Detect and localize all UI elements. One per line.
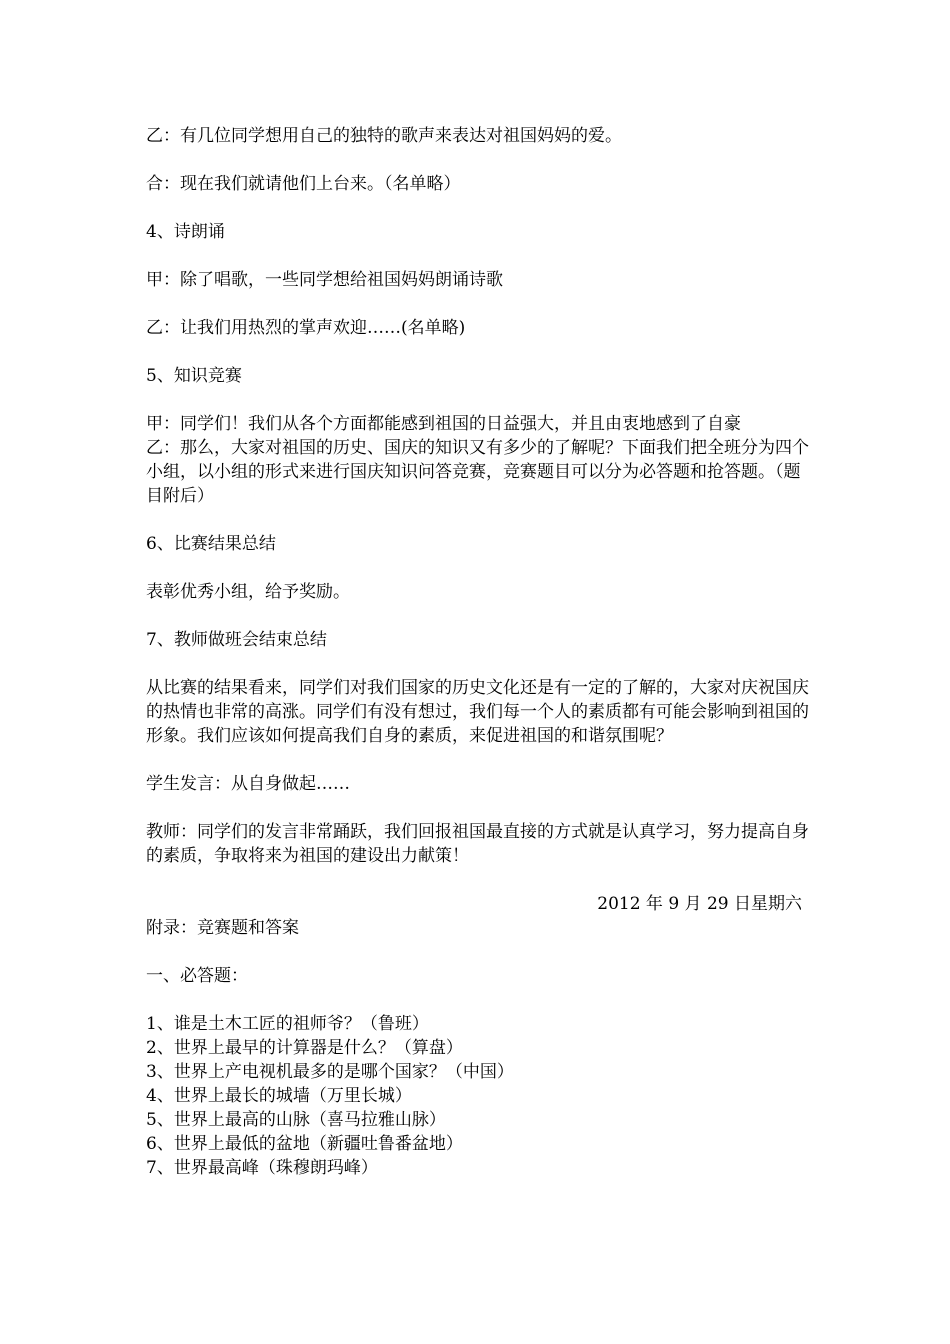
list-item: 5、世界上最高的山脉（喜马拉雅山脉） — [146, 1110, 446, 1130]
paragraph-jia-poetry: 甲：除了唱歌，一些同学想给祖国妈妈朗诵诗歌 — [146, 270, 503, 290]
paragraph-student-speech: 学生发言：从自身做起…… — [146, 774, 350, 794]
heading-poetry-recital: 4、诗朗诵 — [146, 222, 225, 242]
paragraph-he-invite: 合：现在我们就请他们上台来。（名单略） — [146, 174, 461, 194]
list-item: 1、谁是土木工匠的祖师爷？（鲁班） — [146, 1014, 429, 1034]
paragraph-awards: 表彰优秀小组，给予奖励。 — [146, 582, 350, 602]
paragraph-yi-welcome: 乙：让我们用热烈的掌声欢迎……(名单略) — [146, 318, 466, 338]
heading-results-summary: 6、比赛结果总结 — [146, 534, 276, 554]
heading-teacher-summary: 7、教师做班会结束总结 — [146, 630, 327, 650]
list-item: 7、世界最高峰（珠穆朗玛峰） — [146, 1158, 378, 1178]
paragraph-yi-singing: 乙：有几位同学想用自己的独特的歌声来表达对祖国妈妈的爱。 — [146, 126, 622, 146]
heading-knowledge-contest: 5、知识竞赛 — [146, 366, 242, 386]
list-item: 6、世界上最低的盆地（新疆吐鲁番盆地） — [146, 1134, 463, 1154]
paragraph-teacher-closing: 教师：同学们的发言非常踊跃，我们回报祖国最直接的方式就是认真学习，努力提高自身的素质，争取将来为祖国的建设出力献策！ — [146, 822, 809, 866]
appendix-title: 附录：竞赛题和答案 — [146, 918, 299, 938]
list-item: 4、世界上最长的城墙（万里长城） — [146, 1086, 412, 1106]
paragraph-jia-proud: 甲：同学们！我们从各个方面都能感到祖国的日益强大，并且由衷地感到了自豪 — [146, 414, 741, 434]
document-page — [146, 124, 810, 1180]
document-date: 2012 年 9 月 29 日星期六 — [597, 894, 802, 914]
required-questions-list — [146, 1012, 810, 1180]
list-item: 2、世界上最早的计算器是什么？（算盘） — [146, 1038, 463, 1058]
section-required-questions-title: 一、必答题： — [146, 966, 248, 986]
list-item: 3、世界上产电视机最多的是哪个国家？（中国） — [146, 1062, 514, 1082]
paragraph-yi-contest-rules: 乙：那么，大家对祖国的历史、国庆的知识又有多少的了解呢？下面我们把全班分为四个小组，以小组的形式来进行国庆知识问答竞赛，竞赛题目可以分为必答题和抢答题。（题目附后） — [146, 438, 809, 506]
paragraph-teacher-reflection: 从比赛的结果看来，同学们对我们国家的历史文化还是有一定的了解的，大家对庆祝国庆的热情也非常的高涨。同学们有没有想过，我们每一个人的素质都有可能会影响到祖国的形象。我们应该如何提高我们自身的素质，来促进祖国的和谐氛围呢？ — [146, 678, 809, 746]
